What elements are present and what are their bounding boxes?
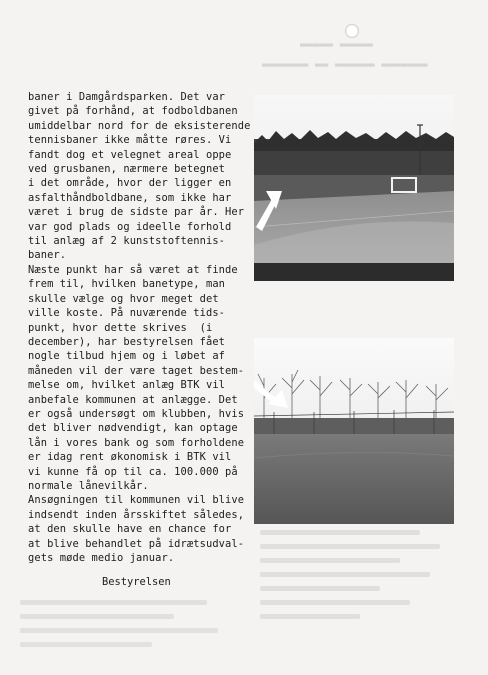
text-line: baner. <box>28 249 67 262</box>
text-line: asfalthåndboldbane, som ikke har <box>28 191 232 204</box>
text-line: var god plads og ideelle forhold <box>28 220 232 233</box>
text-line: fandt dog et velegnet areal oppe <box>28 148 232 161</box>
text-line: Næste punkt har så været at finde <box>28 263 238 276</box>
text-line: nogle tilbud hjem og i løbet af <box>28 350 226 363</box>
punch-hole-icon <box>345 24 359 38</box>
text-line: at blive behandlet på idrætsudval- <box>28 537 245 550</box>
text-line: skulle vælge og hvor meget det <box>28 292 219 305</box>
text-line: normale lånevilkår. <box>28 479 149 492</box>
text-line: til anlæg af 2 kunststoftennis- <box>28 235 226 248</box>
text-line: umiddelbar nord for de eksisterende <box>28 119 251 132</box>
text-line: i det område, hvor der ligger en <box>28 177 232 190</box>
text-line: er idag rent økonomisk i BTK vil <box>28 451 232 464</box>
photo-grass-area-image <box>254 338 454 524</box>
paragraph-2 <box>28 263 253 494</box>
text-line: at den skulle have en chance for <box>28 523 232 536</box>
bleed-through-text-right <box>260 530 460 650</box>
bleed-through-text-left <box>20 600 240 656</box>
signature: Bestyrelsen <box>102 576 171 588</box>
body-text <box>28 90 253 565</box>
text-line: anbefale kommunen at anlægge. Det <box>28 393 238 406</box>
photo-grass-area <box>254 338 454 524</box>
photo-asphalt-court-image <box>254 95 454 281</box>
text-line: er også undersøgt om klubben, hvis <box>28 407 245 420</box>
text-line: december), har bestyrelsen fået <box>28 335 226 348</box>
text-line: måneden vil der være taget bestem- <box>28 364 245 377</box>
text-line: indsendt inden årsskiftet således, <box>28 508 245 521</box>
text-line: givet på forhånd, at fodboldbanen <box>28 105 238 118</box>
text-line: frem til, hvilken banetype, man <box>28 278 226 291</box>
bleed-through-heading: ▬▬▬▬▬ ▬▬▬▬▬ <box>300 38 373 51</box>
text-line: melse om, hvilket anlæg BTK vil <box>28 379 226 392</box>
paragraph-1 <box>28 90 253 263</box>
text-line: tennisbaner ikke måtte røres. Vi <box>28 134 232 147</box>
text-line: Ansøgningen til kommunen vil blive <box>28 494 245 507</box>
text-line: ved grusbanen, nærmere betegnet <box>28 163 226 176</box>
text-line: været i brug de sidste par år. Her <box>28 206 245 219</box>
text-line: det bliver nødvendigt, kan optage <box>28 422 238 435</box>
text-line: gets møde medio januar. <box>28 552 175 564</box>
text-line: ville koste. På nuværende tids- <box>28 307 226 320</box>
photo-asphalt-court <box>254 95 454 281</box>
bleed-through-subheading: ▬▬▬▬▬▬▬ ▬▬▬▬▬▬ ▬▬ ▬▬▬▬▬▬▬ <box>262 58 428 71</box>
text-line: vi kunne få op til ca. 100.000 på <box>28 465 238 478</box>
text-line: baner i Damgårdsparken. Det var <box>28 91 226 103</box>
paragraph-3 <box>28 493 253 565</box>
text-line: punkt, hvor dette skrives (i <box>28 321 213 334</box>
text-line: lån i vores bank og som forholdene <box>28 436 245 449</box>
